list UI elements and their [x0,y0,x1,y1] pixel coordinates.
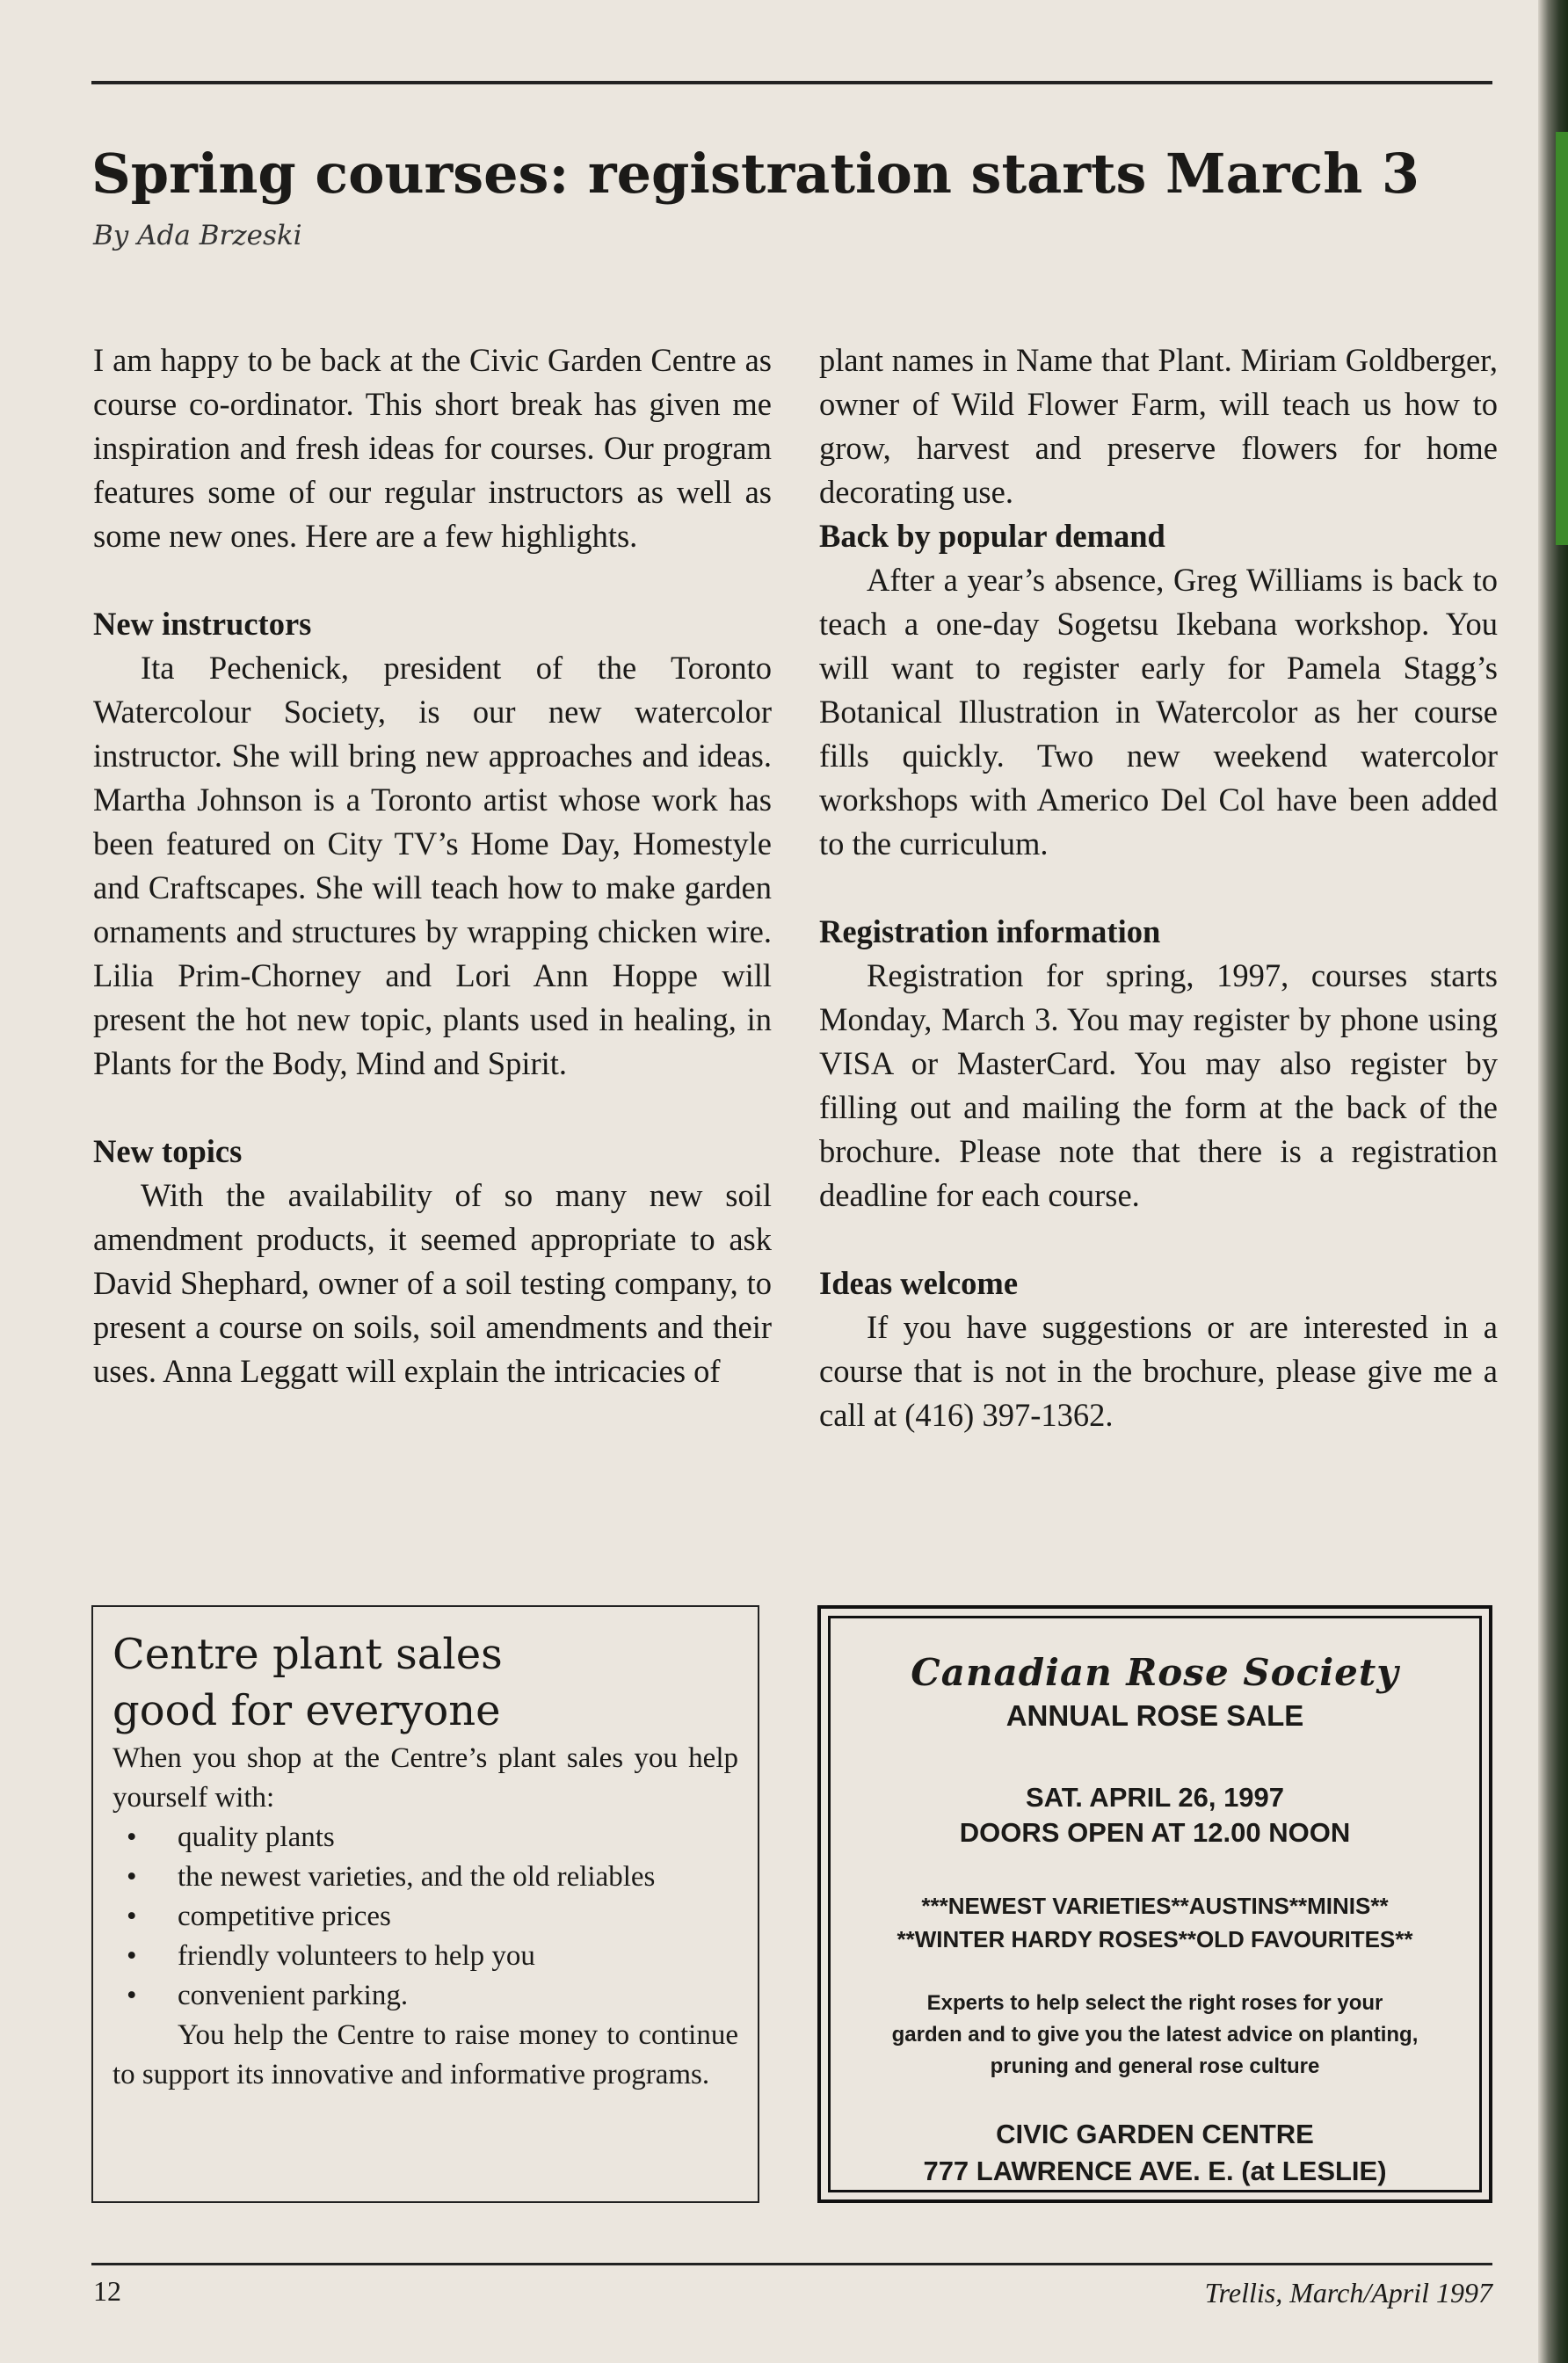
rose-varieties-line1: ***NEWEST VARIETIES**AUSTINS**MINIS** [921,1893,1389,1919]
rose-sale-doors-open: DOORS OPEN AT 12.00 NOON [959,1817,1351,1848]
plant-sales-sidebar [91,1605,759,2203]
bullet-icon: • [127,1821,137,1853]
rose-sale-venue: CIVIC GARDEN CENTRE [996,2119,1314,2149]
bullet-icon: • [127,1901,137,1932]
rose-varieties-line2: **WINTER HARDY ROSES**OLD FAVOURITES** [897,1926,1413,1952]
list-item: • convenient parking. [113,1976,738,2016]
bullet-icon: • [127,1980,137,2011]
section-heading-new-instructors: New instructors [93,606,312,642]
plant-sales-benefits-list [113,1818,738,2016]
rose-experts-line3: pruning and general rose culture [990,2054,1320,2078]
plant-sales-title-line2: good for everyone [113,1686,501,1735]
rose-experts-line2: garden and to give you the latest advice on planting, [891,2023,1419,2047]
new-topics-continued-paragraph: plant names in Name that Plant. Miriam Goldberger, owner of Wild Flower Farm, will teach us how to grow, harvest and preserve flowers for home decorating use. [819,342,1498,510]
ideas-welcome-paragraph: If you have suggestions or are interested in a course that is not in the brochure, please give me a call at (416) 397-1362. [819,1309,1498,1433]
rose-sale-ad-inner-border [828,1616,1482,2192]
top-rule [91,81,1492,84]
section-heading-back-by-popular-demand: Back by popular demand [819,518,1165,554]
article-title: Spring courses: registration starts March 3 [91,142,1420,206]
bullet-icon: • [127,1861,137,1893]
article-byline: By Ada Brzeski [93,220,302,251]
list-item: • friendly volunteers to help you [113,1937,738,1976]
publication-footer: Trellis, March/April 1997 [1204,2277,1492,2308]
new-instructors-paragraph: Ita Pechenick, president of the Toronto Watercolour Society, is our new watercolor instructor. She will bring new approaches and ideas. Martha Johnson is a Toronto artist whose work has been featured on City TV’s Home Day, Homestyle and Craftscapes. She will teach how to make garden ornaments and structures by wrapping chicken wire. Lilia Prim-Chorney and Lori Ann Hoppe will present the hot new topic, plants used in healing, in Plants for the Body, Mind and Spirit. [93,650,772,1081]
list-item: • competitive prices [113,1897,738,1937]
intro-paragraph: I am happy to be back at the Civic Garden Centre as course co-ordinator. This short break has given me inspiration and fresh ideas for courses. Our program features some of our regular instructors as well as some new ones. Here are a few highlights. [93,342,772,554]
bottom-rule [91,2263,1492,2265]
rose-sale-advertisement [817,1605,1492,2203]
facing-page-edge [1556,132,1568,545]
bullet-icon: • [127,1940,137,1972]
plant-sales-title-line1: Centre plant sales [113,1630,503,1679]
page-number: 12 [93,2275,121,2307]
plant-sales-title [113,1626,738,1739]
rose-sale-title: ANNUAL ROSE SALE [1005,1699,1304,1732]
list-item: • quality plants [113,1818,738,1858]
rose-sale-date: SAT. APRIL 26, 1997 [1025,1782,1285,1813]
rose-sale-address: 777 LAWRENCE AVE. E. (at LESLIE) [923,2156,1387,2186]
plant-sales-closing: You help the Centre to raise money to continue to support its innovative and informative programs. [113,2019,738,2090]
registration-paragraph: Registration for spring, 1997, courses starts Monday, March 3. You may register by phone using VISA or MasterCard. You may also register by filling out and mailing the form at the back of the brochure. Please note that there is a registration deadline for each course. [819,957,1498,1213]
article-column-left [93,338,772,1393]
new-topics-paragraph: With the availability of so many new soil amendment products, it seemed appropriate to ask David Shephard, owner of a soil testing company, to present a course on soils, soil amendments and their uses. Anna Leggatt will explain the intricacies of [93,1177,772,1389]
section-heading-new-topics: New topics [93,1133,243,1169]
rose-experts-line1: Experts to help select the right roses for your [926,1991,1383,2015]
rose-society-name: Canadian Rose Society [911,1651,1399,1694]
list-item: • the newest varieties, and the old reliables [113,1858,738,1897]
section-heading-ideas-welcome: Ideas welcome [819,1265,1019,1301]
article-column-right [819,338,1498,1437]
back-by-popular-demand-paragraph: After a year’s absence, Greg Williams is back to teach a one-day Sogetsu Ikebana workshop. You will want to register early for Pamela Stagg’s Botanical Illustration in Watercolor as her course fills quickly. Two new weekend watercolor workshops with Americo Del Col have been added to the curriculum. [819,562,1498,862]
section-heading-registration: Registration information [819,913,1161,949]
plant-sales-intro: When you shop at the Centre’s plant sales you help yourself with: [113,1742,738,1814]
